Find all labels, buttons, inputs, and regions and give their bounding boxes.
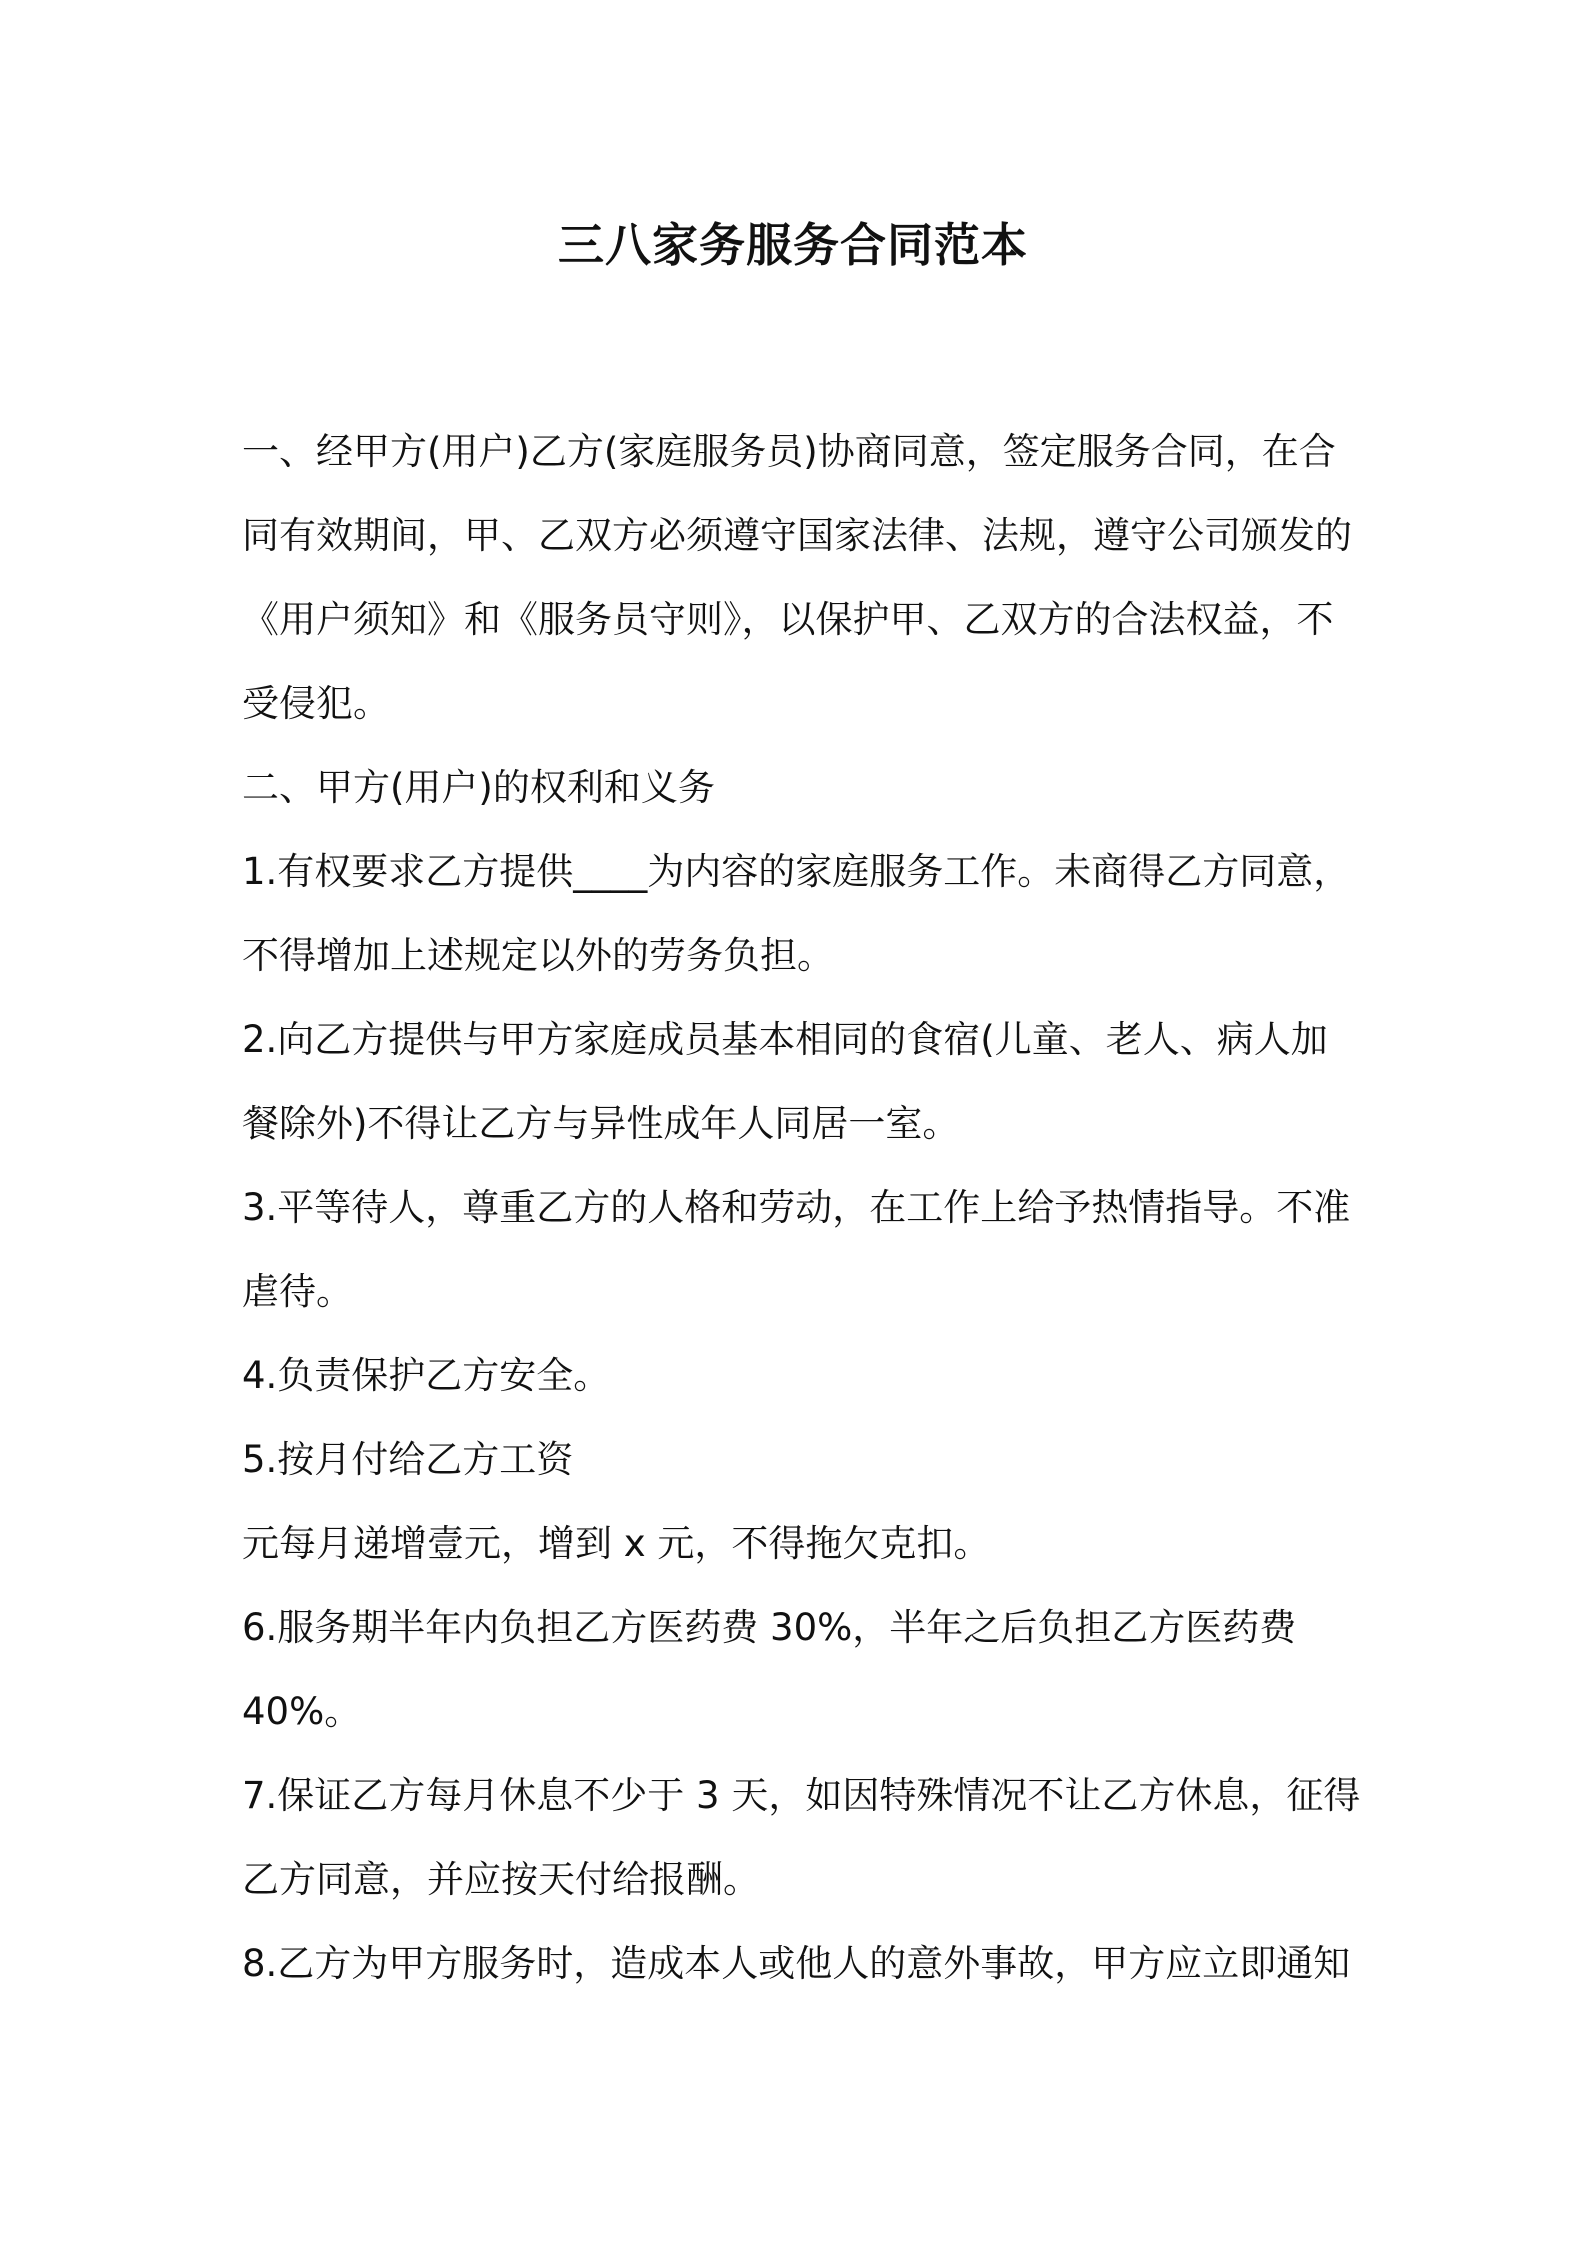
text-line: 1.有权要求乙方提供____为内容的家庭服务工作。未商得乙方同意， (242, 850, 1351, 893)
text-line: 虐待。 (242, 1270, 353, 1313)
text-line: 3.平等待人，尊重乙方的人格和劳动，在工作上给予热情指导。不准 (242, 1186, 1351, 1229)
clause-item-1 (242, 830, 1362, 998)
text-line: 2.向乙方提供与甲方家庭成员基本相同的食宿(儿童、老人、病人加 (242, 1018, 1328, 1061)
text-line: 7.保证乙方每月休息不少于 3 天，如因特殊情况不让乙方休息，征得 (242, 1774, 1361, 1817)
text-line: 6.服务期半年内负担乙方医药费 30%，半年之后负担乙方医药费 (242, 1606, 1297, 1649)
clause-item-8 (242, 1922, 1362, 2006)
text-line: 8.乙方为甲方服务时，造成本人或他人的意外事故，甲方应立即通知 (242, 1942, 1351, 1985)
text-line: 5.按月付给乙方工资 (242, 1438, 574, 1481)
clause-intro (242, 410, 1362, 746)
text-line: 元每月递增壹元，增到 x 元，不得拖欠克扣。 (242, 1522, 991, 1565)
text-line: 餐除外)不得让乙方与异性成年人同居一室。 (242, 1102, 960, 1145)
text-line: 二、甲方(用户)的权利和义务 (242, 766, 715, 809)
text-line: 一、经甲方(用户)乙方(家庭服务员)协商同意，签定服务合同，在合 (242, 430, 1336, 473)
document-title: 三八家务服务合同范本 (558, 218, 1028, 272)
text-line: 同有效期间，甲、乙双方必须遵守国家法律、法规，遵守公司颁发的 (242, 514, 1352, 557)
text-line: 受侵犯。 (242, 682, 390, 725)
section-heading-party-a (242, 746, 1362, 830)
text-line: 《用户须知》和《服务员守则》，以保护甲、乙双方的合法权益，不 (242, 598, 1334, 641)
clause-item-4 (242, 1334, 1362, 1418)
clause-item-2 (242, 998, 1362, 1166)
text-line: 乙方同意，并应按天付给报酬。 (242, 1858, 760, 1901)
clause-item-5-continued (242, 1502, 1362, 1586)
clause-item-7 (242, 1754, 1362, 1922)
clause-item-3 (242, 1166, 1362, 1334)
document-body (242, 410, 1362, 2006)
text-line: 不得增加上述规定以外的劳务负担。 (242, 934, 834, 977)
text-line: 4.负责保护乙方安全。 (242, 1354, 611, 1397)
clause-item-6 (242, 1586, 1362, 1754)
text-line: 40%。 (242, 1690, 362, 1733)
clause-item-5 (242, 1418, 1362, 1502)
